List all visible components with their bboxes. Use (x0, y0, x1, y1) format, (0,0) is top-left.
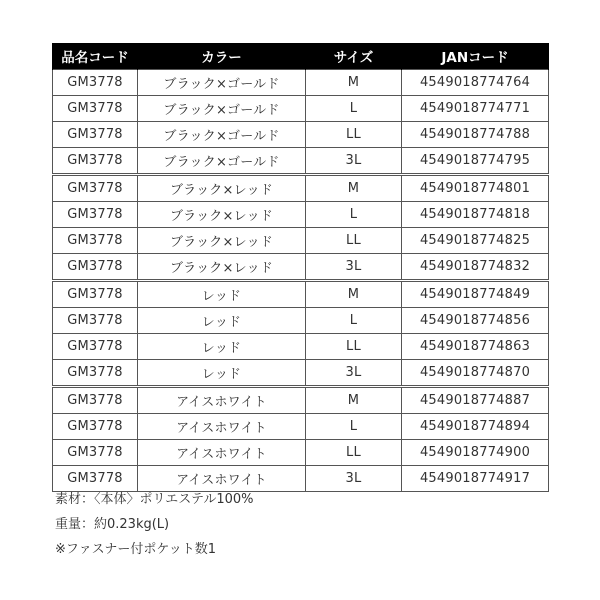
table-row (53, 228, 549, 254)
cell-jan-code: 4549018774764 (402, 70, 549, 96)
cell-size: M (306, 281, 402, 308)
cell-product-code: GM3778 (53, 308, 138, 334)
cell-size: 3L (306, 148, 402, 175)
cell-size: LL (306, 440, 402, 466)
cell-size: L (306, 96, 402, 122)
cell-color: レッド (138, 308, 306, 334)
table-row (53, 414, 549, 440)
cell-product-code: GM3778 (53, 360, 138, 387)
cell-product-code: GM3778 (53, 334, 138, 360)
cell-product-code: GM3778 (53, 254, 138, 281)
cell-size: M (306, 387, 402, 414)
table-row (53, 122, 549, 148)
table-row (53, 175, 549, 202)
header-product-code: 品名コード (53, 43, 138, 70)
cell-size: M (306, 70, 402, 96)
table-row (53, 281, 549, 308)
table-row (53, 360, 549, 387)
cell-product-code: GM3778 (53, 96, 138, 122)
cell-jan-code: 4549018774801 (402, 175, 549, 202)
cell-jan-code: 4549018774795 (402, 148, 549, 175)
header-size: サイズ (306, 43, 402, 70)
cell-color: ブラック×ゴールド (138, 148, 306, 175)
table-row (53, 254, 549, 281)
cell-product-code: GM3778 (53, 414, 138, 440)
cell-color: ブラック×レッド (138, 175, 306, 202)
cell-product-code: GM3778 (53, 281, 138, 308)
cell-color: ブラック×レッド (138, 254, 306, 281)
header-jan-code: JANコード (402, 43, 549, 70)
cell-size: 3L (306, 254, 402, 281)
cell-color: ブラック×レッド (138, 202, 306, 228)
cell-size: M (306, 175, 402, 202)
table-row (53, 334, 549, 360)
table-row (53, 96, 549, 122)
table-row (53, 308, 549, 334)
table-row (53, 387, 549, 414)
cell-size: L (306, 414, 402, 440)
cell-product-code: GM3778 (53, 175, 138, 202)
cell-size: 3L (306, 466, 402, 492)
table-row (53, 148, 549, 175)
cell-product-code: GM3778 (53, 440, 138, 466)
cell-color: ブラック×ゴールド (138, 122, 306, 148)
cell-size: L (306, 308, 402, 334)
cell-product-code: GM3778 (53, 122, 138, 148)
table-row (53, 440, 549, 466)
table-row (53, 70, 549, 96)
cell-product-code: GM3778 (53, 148, 138, 175)
cell-size: LL (306, 122, 402, 148)
cell-color: レッド (138, 334, 306, 360)
table-row (53, 202, 549, 228)
cell-jan-code: 4549018774870 (402, 360, 549, 387)
cell-jan-code: 4549018774887 (402, 387, 549, 414)
cell-color: アイスホワイト (138, 440, 306, 466)
cell-product-code: GM3778 (53, 70, 138, 96)
cell-color: レッド (138, 360, 306, 387)
cell-jan-code: 4549018774894 (402, 414, 549, 440)
cell-jan-code: 4549018774788 (402, 122, 549, 148)
cell-color: アイスホワイト (138, 414, 306, 440)
cell-jan-code: 4549018774849 (402, 281, 549, 308)
table-header-row (53, 43, 549, 70)
cell-size: 3L (306, 360, 402, 387)
cell-size: LL (306, 334, 402, 360)
cell-size: LL (306, 228, 402, 254)
cell-product-code: GM3778 (53, 466, 138, 492)
cell-product-code: GM3778 (53, 387, 138, 414)
cell-jan-code: 4549018774825 (402, 228, 549, 254)
cell-color: ブラック×ゴールド (138, 70, 306, 96)
product-notes (55, 487, 254, 562)
cell-product-code: GM3778 (53, 202, 138, 228)
cell-jan-code: 4549018774818 (402, 202, 549, 228)
cell-color: アイスホワイト (138, 466, 306, 492)
cell-jan-code: 4549018774832 (402, 254, 549, 281)
cell-jan-code: 4549018774900 (402, 440, 549, 466)
cell-color: レッド (138, 281, 306, 308)
material-note: 素材：〈本体〉ポリエステル100% (55, 492, 254, 507)
cell-jan-code: 4549018774917 (402, 466, 549, 492)
cell-color: ブラック×レッド (138, 228, 306, 254)
header-color: カラー (138, 43, 306, 70)
cell-color: ブラック×ゴールド (138, 96, 306, 122)
cell-jan-code: 4549018774856 (402, 308, 549, 334)
cell-product-code: GM3778 (53, 228, 138, 254)
cell-size: L (306, 202, 402, 228)
cell-jan-code: 4549018774863 (402, 334, 549, 360)
pocket-note: ※ファスナー付ポケット数1 (55, 542, 216, 557)
product-spec-table (52, 43, 549, 492)
cell-color: アイスホワイト (138, 387, 306, 414)
cell-jan-code: 4549018774771 (402, 96, 549, 122)
weight-note: 重量：約0.23kg(L) (55, 517, 170, 532)
